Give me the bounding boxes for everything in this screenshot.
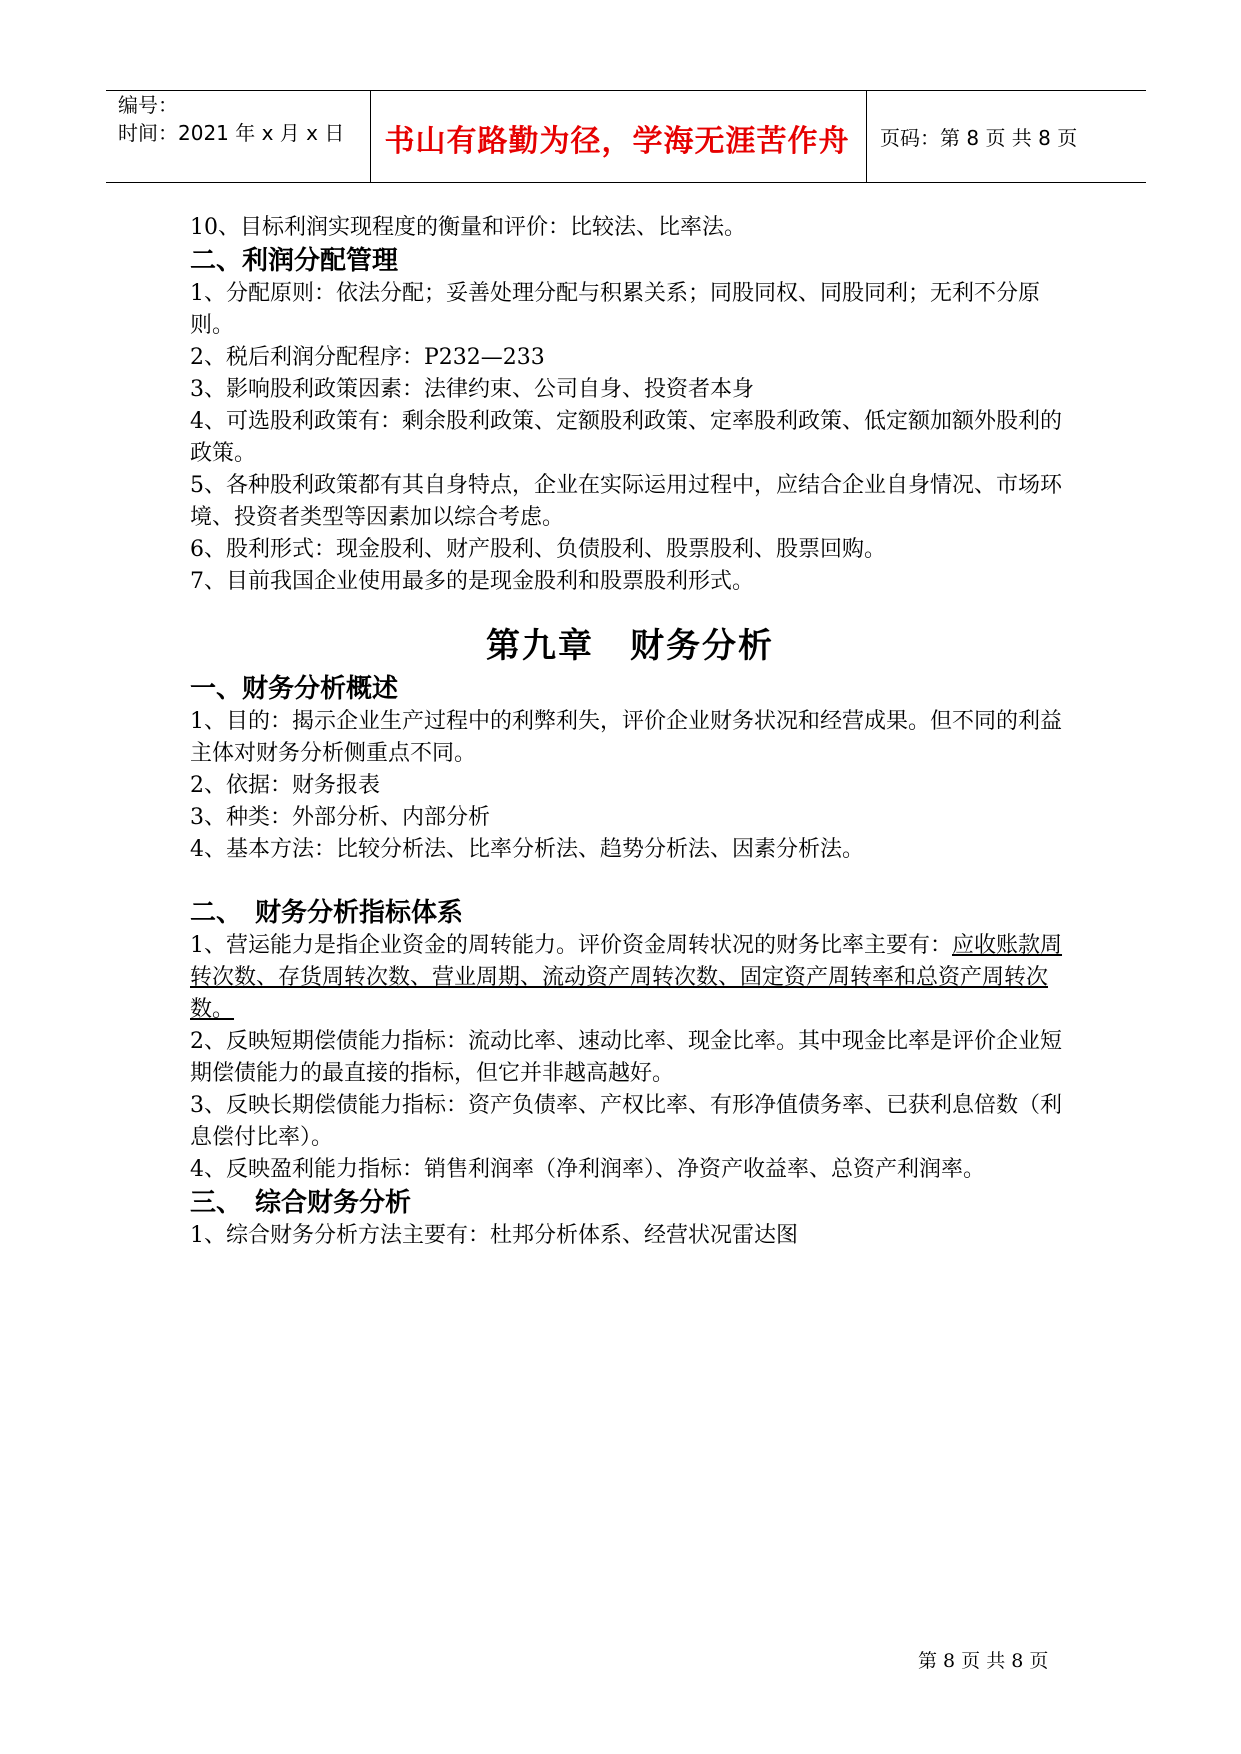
paragraph: 7、目前我国企业使用最多的是现金股利和股票股利形式。 [190,569,754,594]
underlined-text: 应收账款周转次数、存货周转次数、营业周期、流动资产周转次数、固定资产周转率和总资产周转次数。 [190,933,1063,1022]
header-number-label: 编号： [118,93,178,117]
section-heading-comprehensive: 三、 综合财务分析 [190,1188,412,1218]
document-body [190,212,1070,1252]
paragraph: 2、税后利润分配程序：P232—233 [190,345,545,370]
section-heading-indicators: 二、 财务分析指标体系 [190,898,464,928]
paragraph: 1、目的：揭示企业生产过程中的利弊利失，评价企业财务状况和经营成果。但不同的利益主体对财务分析侧重点不同。 [190,709,1063,766]
header-divider-left [370,90,371,182]
paragraph: 2、依据：财务报表 [190,773,380,798]
section-heading-overview: 一、财务分析概述 [190,674,399,704]
paragraph: 4、反映盈利能力指标：销售利润率（净利润率）、净资产收益率、总资产利润率。 [190,1157,985,1182]
page-footer: 第 8 页 共 8 页 [918,1650,1049,1672]
header-motto: 书山有路勤为径，学海无涯苦作舟 [384,124,850,159]
paragraph [190,930,1070,1026]
section-heading-profit-distribution: 二、利润分配管理 [190,246,399,276]
paragraph-lead: 1、营运能力是指企业资金的周转能力。评价资金周转状况的财务比率主要有： [190,933,952,958]
paragraph: 5、各种股利政策都有其自身特点，企业在实际运用过程中，应结合企业自身情况、市场环境、投资者类型等因素加以综合考虑。 [190,473,1063,530]
header-page-label: 页码：第 8 页 共 8 页 [880,126,1078,150]
paragraph: 1、综合财务分析方法主要有：杜邦分析体系、经营状况雷达图 [190,1223,798,1248]
paragraph: 10、目标利润实现程度的衡量和评价：比较法、比率法。 [190,215,746,240]
paragraph: 3、影响股利政策因素：法律约束、公司自身、投资者本身 [190,377,754,402]
header-bottom-rule [106,182,1146,183]
chapter-title: 第九章 财务分析 [486,626,774,666]
header-top-rule [106,90,1146,91]
spacer [190,866,1070,896]
paragraph: 2、反映短期偿债能力指标：流动比率、速动比率、现金比率。其中现金比率是评价企业短期偿债能力的最直接的指标，但它并非越高越好。 [190,1029,1063,1086]
paragraph: 3、反映长期偿债能力指标：资产负债率、产权比率、有形净值债务率、已获利息倍数（利息偿付比率）。 [190,1093,1063,1150]
paragraph: 1、分配原则：依法分配；妥善处理分配与积累关系；同股同权、同股同利；无利不分原则。 [190,281,1040,338]
header-time-label: 时间：2021 年 x 月 x 日 [118,121,345,145]
paragraph: 4、可选股利政策有：剩余股利政策、定额股利政策、定率股利政策、低定额加额外股利的政策。 [190,409,1063,466]
header-divider-right [866,90,867,182]
paragraph: 3、种类：外部分析、内部分析 [190,805,490,830]
paragraph: 6、股利形式：现金股利、财产股利、负债股利、股票股利、股票回购。 [190,537,886,562]
paragraph: 4、基本方法：比较分析法、比率分析法、趋势分析法、因素分析法。 [190,837,864,862]
